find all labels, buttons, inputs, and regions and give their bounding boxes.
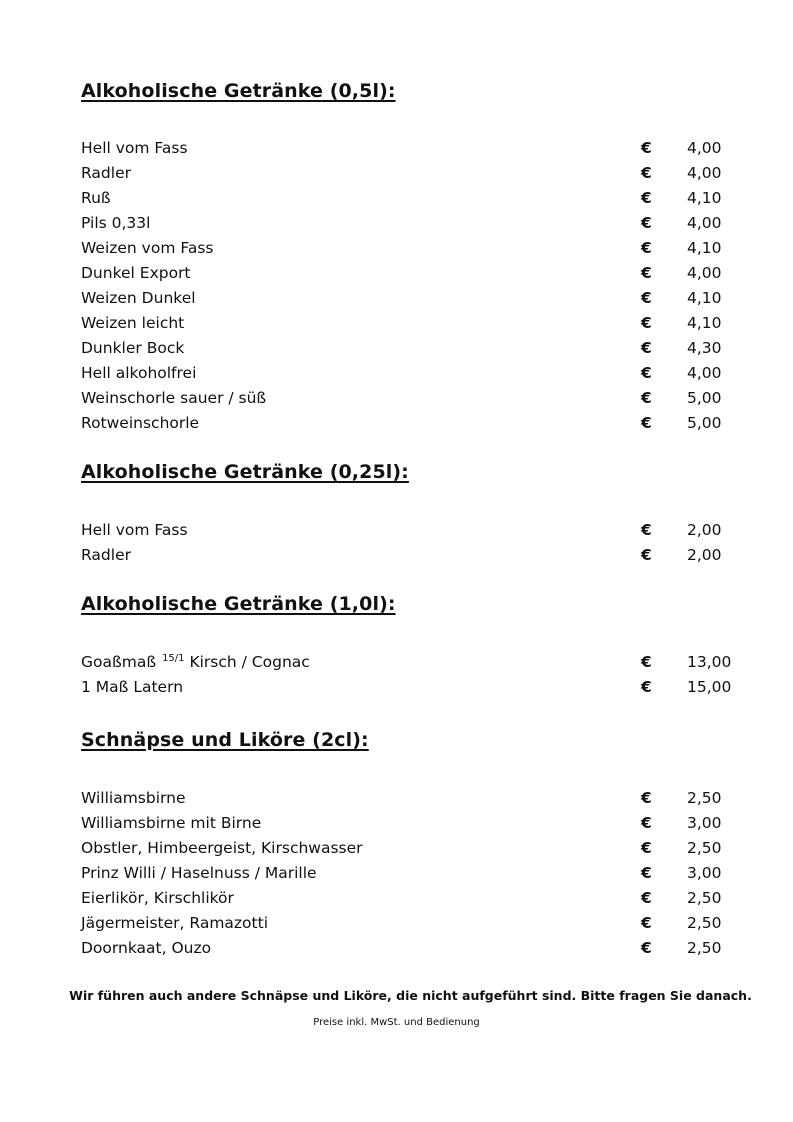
prices-info-note: Preise inkl. MwSt. und Bedienung [313,1017,480,1028]
item-price: 4,00 [687,164,722,182]
menu-item [81,889,733,914]
section-title-beer-05: Alkoholische Getränke (0,5l): [81,80,396,102]
item-price: 4,00 [687,364,722,382]
item-name: Doornkaat, Ouzo [81,939,212,957]
menu-item [81,521,733,546]
menu-item [81,939,733,964]
section-title-beer-10: Alkoholische Getränke (1,0l): [81,593,396,615]
item-price: 2,50 [687,939,722,957]
menu-item [81,339,733,364]
item-price: 13,00 [687,653,732,671]
item-name: Radler [81,546,131,564]
item-name: Obstler, Himbeergeist, Kirschwasser [81,839,363,857]
other-drinks-note: Wir führen auch andere Schnäpse und Liköre, die nicht aufgeführt sind. Bitte fragen Sie danach. [69,988,752,1003]
euro-sign: € [641,314,652,332]
menu-item [81,653,733,678]
euro-sign: € [641,339,652,357]
item-price: 2,00 [687,546,722,564]
menu-item [81,189,733,214]
item-name: Weinschorle sauer / süß [81,389,267,407]
euro-sign: € [641,653,652,671]
item-price: 4,00 [687,139,722,157]
euro-sign: € [641,414,652,432]
menu-item [81,789,733,814]
euro-sign: € [641,889,652,907]
item-price: 4,00 [687,264,722,282]
item-price: 4,30 [687,339,722,357]
euro-sign: € [641,939,652,957]
item-name: Dunkler Bock [81,339,185,357]
item-name: Prinz Willi / Haselnuss / Marille [81,864,317,882]
menu-item [81,289,733,314]
item-name: 1 Maß Latern [81,678,184,696]
item-price: 3,00 [687,814,722,832]
euro-sign: € [641,239,652,257]
item-name: Weizen Dunkel [81,289,196,307]
item-price: 4,10 [687,239,722,257]
euro-sign: € [641,546,652,564]
item-name: Rotweinschorle [81,414,200,432]
item-price: 2,50 [687,889,722,907]
item-name-rest: Kirsch / Cognac [184,653,310,671]
euro-sign: € [641,214,652,232]
item-name: Williamsbirne [81,789,186,807]
item-name: Ruß [81,189,111,207]
item-name: Weizen vom Fass [81,239,214,257]
item-price: 3,00 [687,864,722,882]
item-price: 4,00 [687,214,722,232]
item-name: Radler [81,164,131,182]
item-price: 4,10 [687,314,722,332]
item-name: Williamsbirne mit Birne [81,814,262,832]
item-price: 5,00 [687,414,722,432]
item-name: Jägermeister, Ramazotti [81,914,269,932]
menu-item [81,864,733,889]
item-price: 2,50 [687,914,722,932]
item-price: 4,10 [687,189,722,207]
euro-sign: € [641,289,652,307]
euro-sign: € [641,139,652,157]
euro-sign: € [641,814,652,832]
item-name: Hell vom Fass [81,521,188,539]
menu-item [81,414,733,439]
menu-item [81,364,733,389]
menu-item [81,546,733,571]
item-name: Weizen leicht [81,314,185,332]
item-name: Eierlikör, Kirschlikör [81,889,234,907]
euro-sign: € [641,189,652,207]
item-price: 5,00 [687,389,722,407]
item-price: 2,50 [687,789,722,807]
item-price: 2,00 [687,521,722,539]
euro-sign: € [641,864,652,882]
euro-sign: € [641,389,652,407]
section-title-beer-025: Alkoholische Getränke (0,25l): [81,461,409,483]
menu-item [81,314,733,339]
menu-item [81,814,733,839]
item-name: Dunkel Export [81,264,191,282]
item-superscript: 15/1 [162,653,185,664]
euro-sign: € [641,914,652,932]
item-name: Pils 0,33l [81,214,151,232]
menu-item [81,264,733,289]
item-name-main: Goaßmaß [81,653,157,671]
euro-sign: € [641,521,652,539]
item-name: Hell alkoholfrei [81,364,197,382]
item-name: Hell vom Fass [81,139,188,157]
menu-item [81,214,733,239]
menu-item [81,139,733,164]
euro-sign: € [641,164,652,182]
item-price: 2,50 [687,839,722,857]
section-title-schnaps: Schnäpse und Liköre (2cl): [81,729,369,751]
menu-item [81,389,733,414]
menu-item [81,164,733,189]
euro-sign: € [641,839,652,857]
menu-item [81,678,733,703]
euro-sign: € [641,364,652,382]
menu-item [81,914,733,939]
euro-sign: € [641,678,652,696]
menu-item [81,239,733,264]
item-name [81,653,310,671]
euro-sign: € [641,789,652,807]
item-price: 15,00 [687,678,732,696]
menu-item [81,839,733,864]
item-price: 4,10 [687,289,722,307]
euro-sign: € [641,264,652,282]
